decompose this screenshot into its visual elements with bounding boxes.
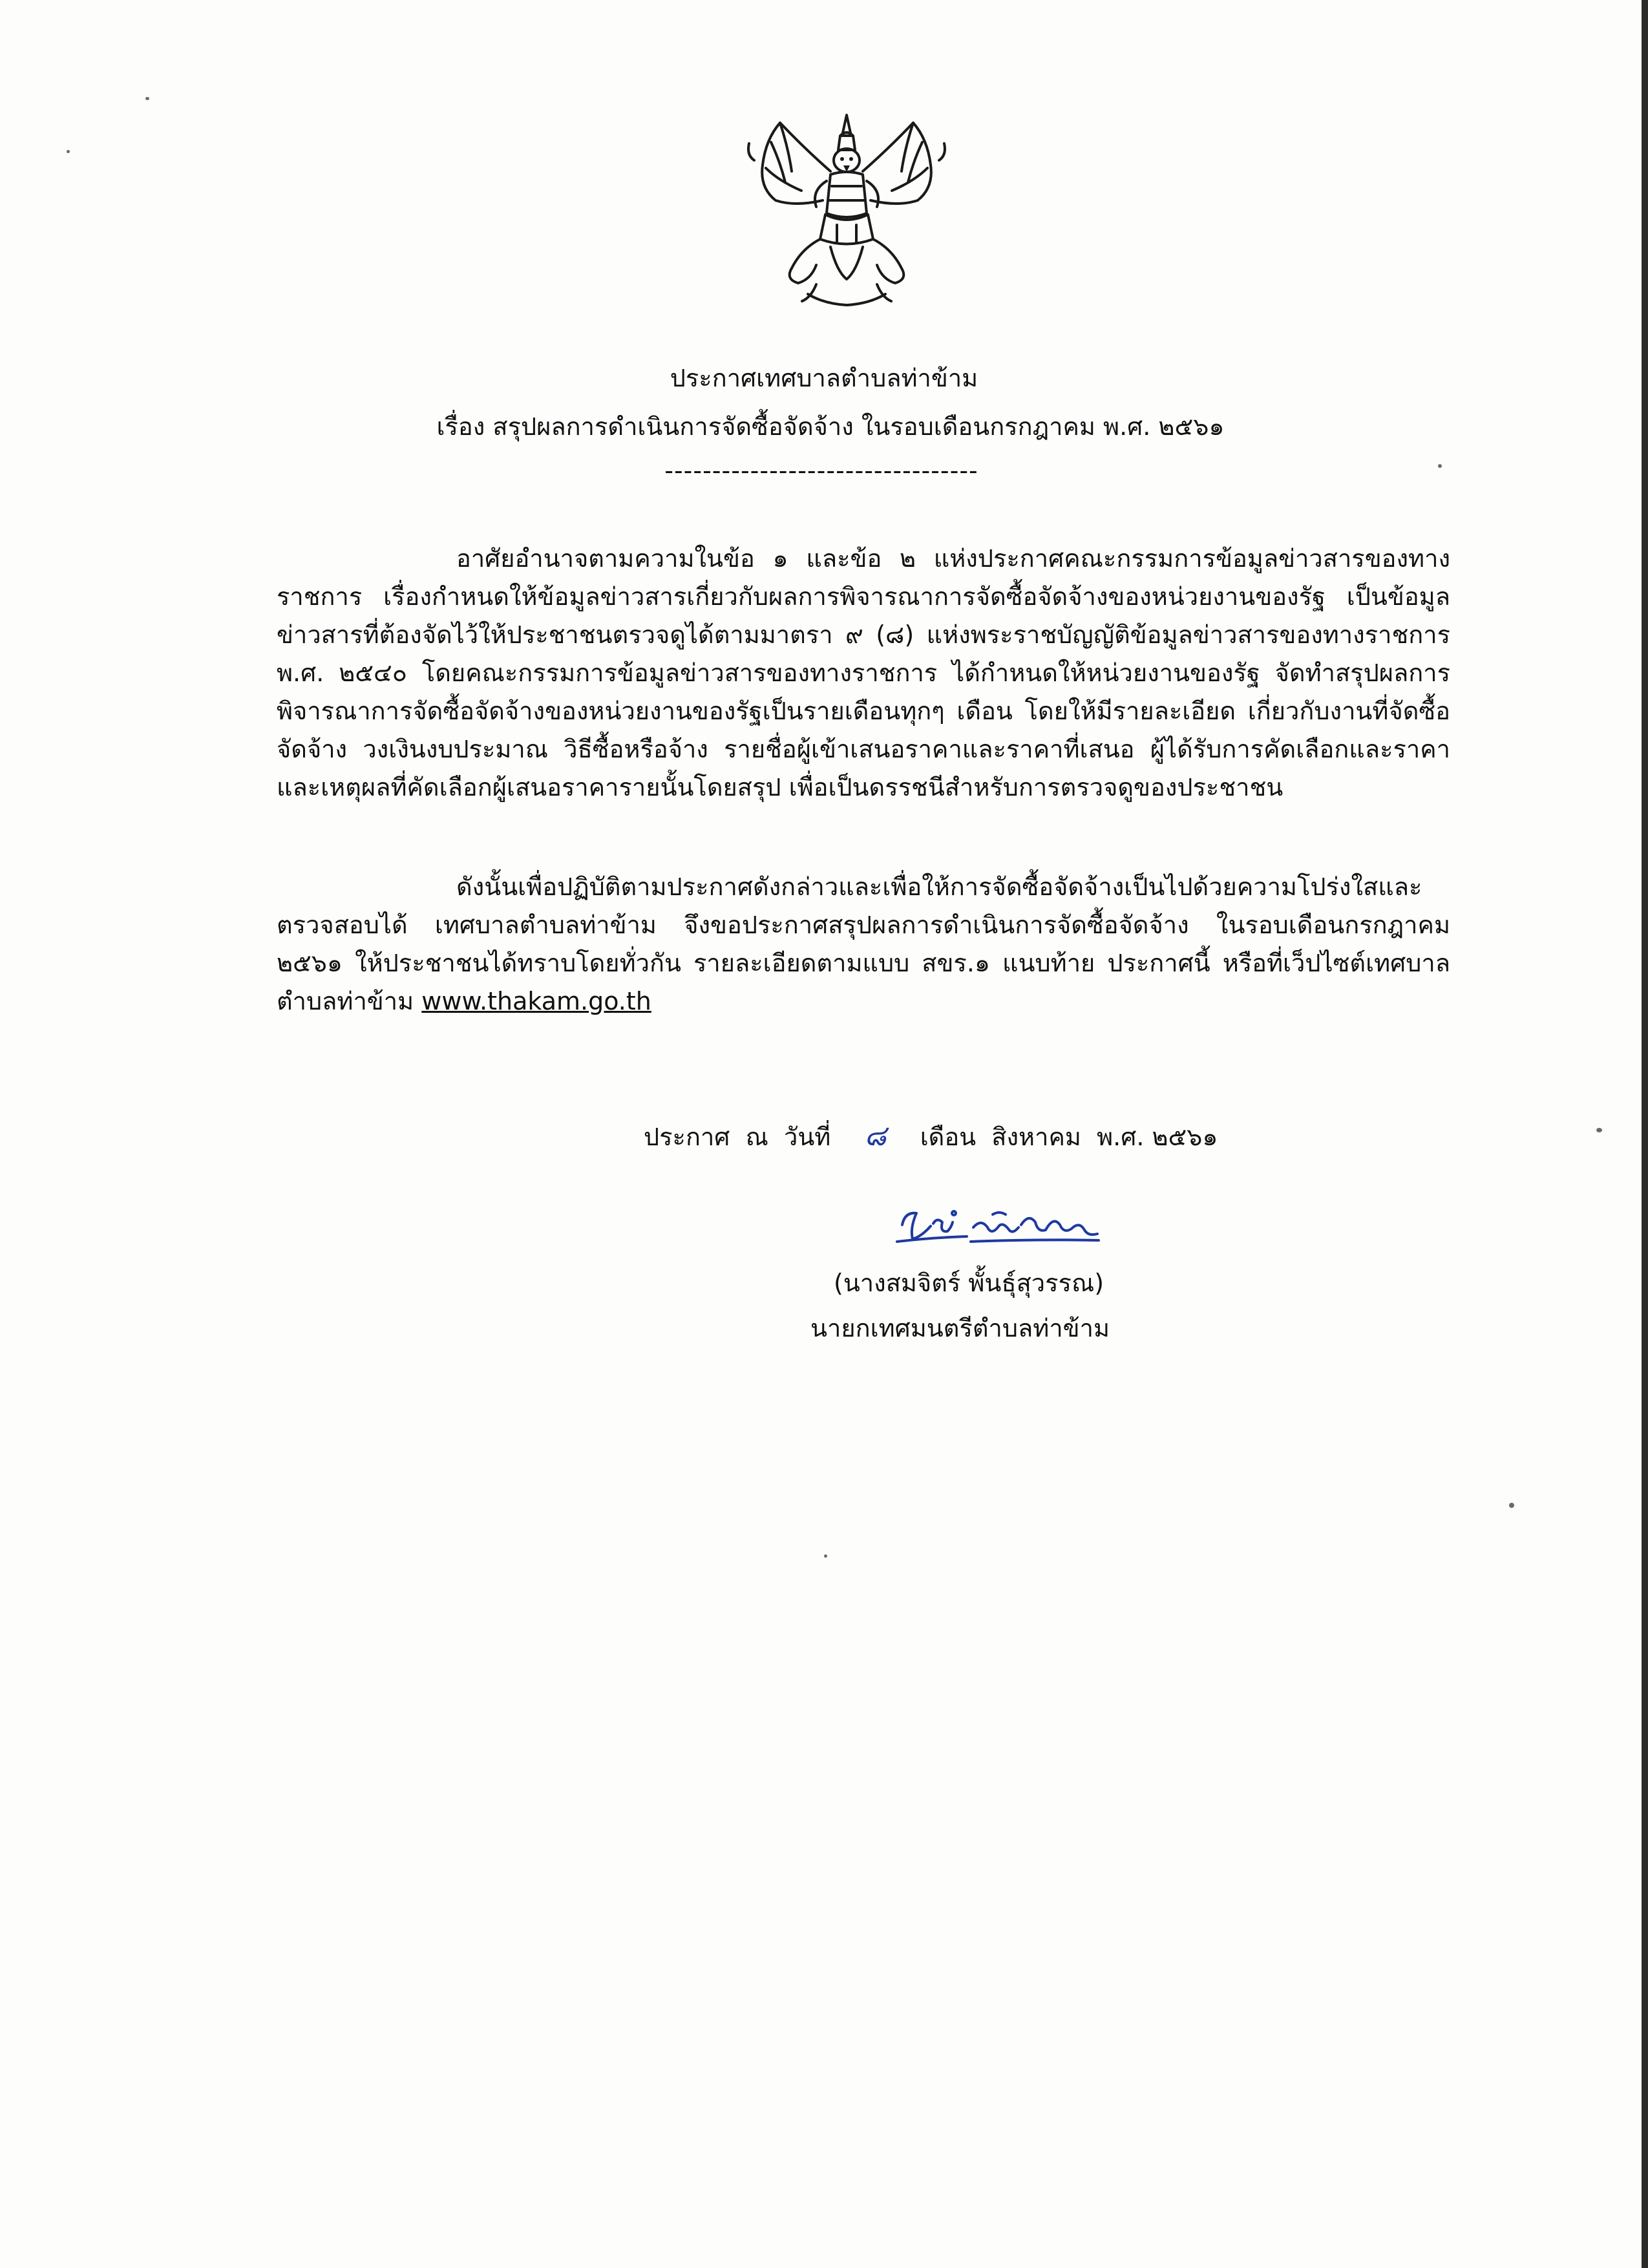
body-paragraph-1: อาศัยอำนาจตามความในข้อ ๑ และข้อ ๒ แห่งประกาศคณะกรรมการข้อมูลข่าวสารของทางราชการ เรื่องกำหนดให้ข้อมูลข่าวสารเกี่ยวกับผลการพิจารณาการจัดซื้อจัดจ้างของหน่วยงานของรัฐ เป็นข้อมูลข่าวสารที่ต้องจัดไว้ให้ประชาชนตรวจดูได้ตามมาตรา ๙ (๘) แห่งพระราชบัญญัติข้อมูลข่าวสารของทางราชการ พ.ศ. ๒๕๔๐ โดยคณะกรรมการข้อมูลข่าวสารของทางราชการ ได้กำหนดให้หน่วยงานของรัฐ จัดทำสรุปผลการพิจารณาการจัดซื้อจัดจ้างของหน่วยงานของรัฐเป็นรายเดือนทุกๆ เดือน โดยให้มีรายละเอียด เกี่ยวกับงานที่จัดซื้อจัดจ้าง วงเงินงบประมาณ วิธีซื้อหรือจ้าง รายชื่อผู้เข้าเสนอราคาและราคาที่เสนอ ผู้ได้รับการคัดเลือกและราคา และเหตุผลที่คัดเลือกผู้เสนอราคารายนั้นโดยสรุป เพื่อเป็นดรรชนีสำหรับการตรวจดูของประชาชน <box>277 544 1450 801</box>
date-month-year: เดือน สิงหาคม พ.ศ. ๒๕๖๑ <box>920 1123 1218 1151</box>
website-link[interactable]: www.thakam.go.th <box>421 987 651 1015</box>
date-day-handwritten: ๘ <box>864 1119 887 1152</box>
signatory-name: (นางสมจิตร์ พั้นธุ์สุวรรณ) <box>834 1269 1104 1297</box>
handwritten-signature-icon <box>891 1199 1110 1260</box>
date-prefix: ประกาศ ณ วันที่ <box>644 1123 831 1151</box>
announcement-subject: เรื่อง สรุปผลการดำเนินการจัดซื้อจัดจ้าง ในรอบเดือนกรกฎาคม พ.ศ. ๒๕๖๑ <box>436 412 1225 441</box>
announcement-title: ประกาศเทศบาลตำบลท่าข้าม <box>670 364 978 392</box>
scan-speck <box>824 1554 827 1558</box>
body-paragraph-2-text: ดังนั้นเพื่อปฏิบัติตามประกาศดังกล่าวและเพื่อให้การจัดซื้อจัดจ้างเป็นไปด้วยความโปร่งใสและตรวจสอบได้ เทศบาลตำบลท่าข้าม จึงขอประกาศสรุปผลการดำเนินการจัดซื้อจัดจ้าง ในรอบเดือนกรกฎาคม ๒๕๖๑ ให้ประชาชนได้ทราบโดยทั่วกัน รายละเอียดตามแบบ สขร.๑ แนบท้าย ประกาศนี้ หรือที่เว็ปไซต์เทศบาลตำบลท่าข้าม <box>277 873 1450 1015</box>
scan-speck <box>67 150 70 153</box>
body-paragraph-2 <box>277 868 1450 1021</box>
scan-edge <box>1642 0 1648 2268</box>
scan-speck <box>1509 1503 1514 1508</box>
garuda-emblem-icon <box>740 110 953 317</box>
signatory-position: นายกเทศมนตรีตำบลท่าข้าม <box>810 1314 1110 1342</box>
announcement-date <box>644 1117 1218 1156</box>
scan-speck <box>145 97 149 100</box>
title-divider: --------------------------------- <box>664 456 978 485</box>
scan-speck <box>1596 1128 1602 1132</box>
